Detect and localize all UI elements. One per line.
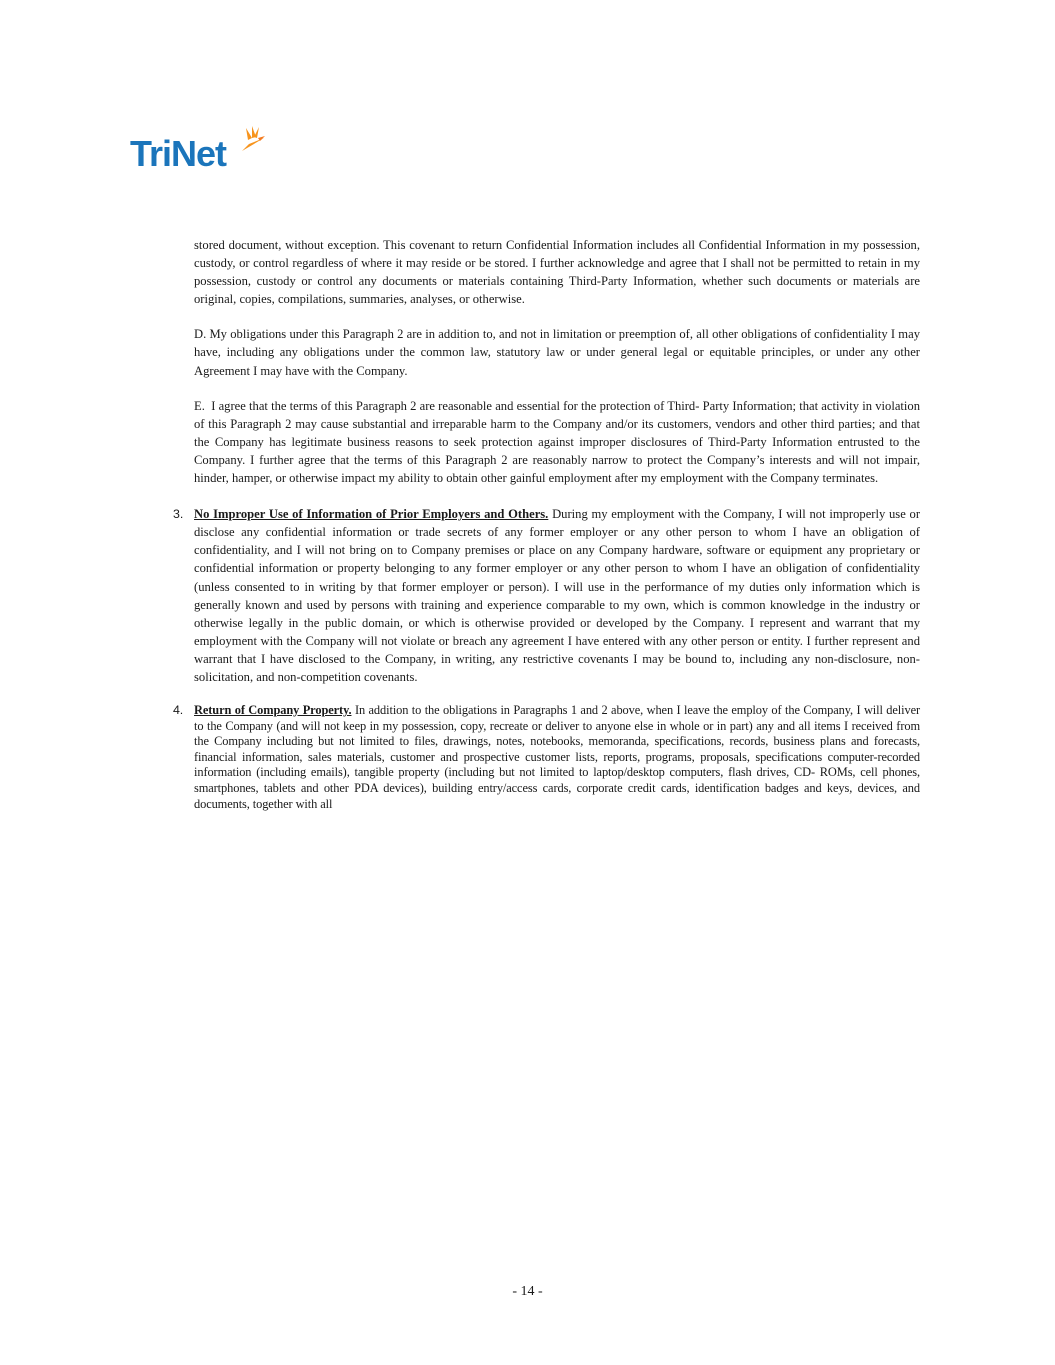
section-3-number: 3. — [173, 507, 184, 522]
section-3-heading: No Improper Use of Information of Prior Employers and Others. — [194, 507, 549, 522]
section-4-text: In addition to the obligations in Paragraphs 1 and 2 above, when I leave the employ of the Company, I will deliver to the Company (and will not keep in my possession, copy, recreate or deliver to anyone else in whole or in part) any and all items I received from the Company including but not limited to files, drawings, notes, notebooks, memoranda, specifications, records, business plans and forecasts, financial information, sales materials, customer and prospective customer lists, reports, programs, proposals, specifications computer-recorded information (including emails), tangible property (including but not limited to laptop/desktop computers, flash drives, CD- ROMs, cell phones, smartphones, tablets and other PDA devices), building entry/access cards, corporate credit cards, identification badges and keys, devices, and documents, together with all — [194, 703, 920, 811]
document-body — [173, 236, 921, 829]
section-4-number: 4. — [173, 703, 184, 718]
paragraph-d: D. My obligations under this Paragraph 2 are in addition to, and not in limitation or preemption of, all other obligations of confidentiality I may have, including any obligations under the common law, statutory law or under general legal or equitable principles, or under any other Agreement I may have with the Company. — [194, 327, 920, 378]
section-3 — [173, 505, 921, 686]
paragraph-continued: stored document, without exception. This covenant to return Confidential Information includes all Confidential Information in my possession, custody, or control regardless of where it may reside or be stored. I further acknowledge and agree that I shall not be permitted to retain in my possession, custody or control any documents or materials containing Third-Party Information, whether such documents or materials are original, copies, compilations, summaries, analyses, or otherwise. — [194, 238, 920, 307]
paragraph-e: E. I agree that the terms of this Paragraph 2 are reasonable and essential for the protection of Third- Party Information; that activity in violation of this Paragraph 2 may cause substantial and irreparable harm to the Company and/or its customers, vendors and other third parties; and that the Company has legitimate business reasons to seek protection against improper disclosures of Third-Party Information entrusted to the Company. I further agree that the terms of this Paragraph 2 are reasonably narrow to protect the Company’s interests and will not impair, hinder, hamper, or otherwise impact my ability to obtain other gainful employment after my employment with the Company terminates. — [194, 398, 920, 486]
section-4-heading: Return of Company Property. — [194, 703, 352, 718]
trinet-logo — [130, 124, 280, 184]
sunburst-icon — [240, 124, 266, 154]
logo-wordmark: TriNet — [130, 133, 227, 174]
section-3-text: During my employment with the Company, I will not improperly use or disclose any confidential information or trade secrets of any former employer or any other person to whom I have an obligation of confidentiality, and I will not bring on to Company premises or place on any Company hardware, software or equipment any proprietary or confidential information or property belonging to any former employer or any other person to whom I have an obligation of confidentiality (unless consented to in writing by that former employer or person). I will use in the performance of my duties only information which is generally known and used by persons with training and experience comparable to my own, which is common knowledge in the industry or otherwise legally in the public domain, or which is otherwise provided or developed by the Company. I represent and warrant that my employment with the Company will not violate or breach any agreement I have entered with any other person or entity. I further represent and warrant that I have disclosed to the Company, in writing, any restrictive covenants I may be bound to, including any non-disclosure, non-solicitation, and non-competition covenants. — [194, 507, 921, 684]
page-number: - 14 - — [512, 1284, 543, 1299]
section-4 — [173, 703, 920, 812]
